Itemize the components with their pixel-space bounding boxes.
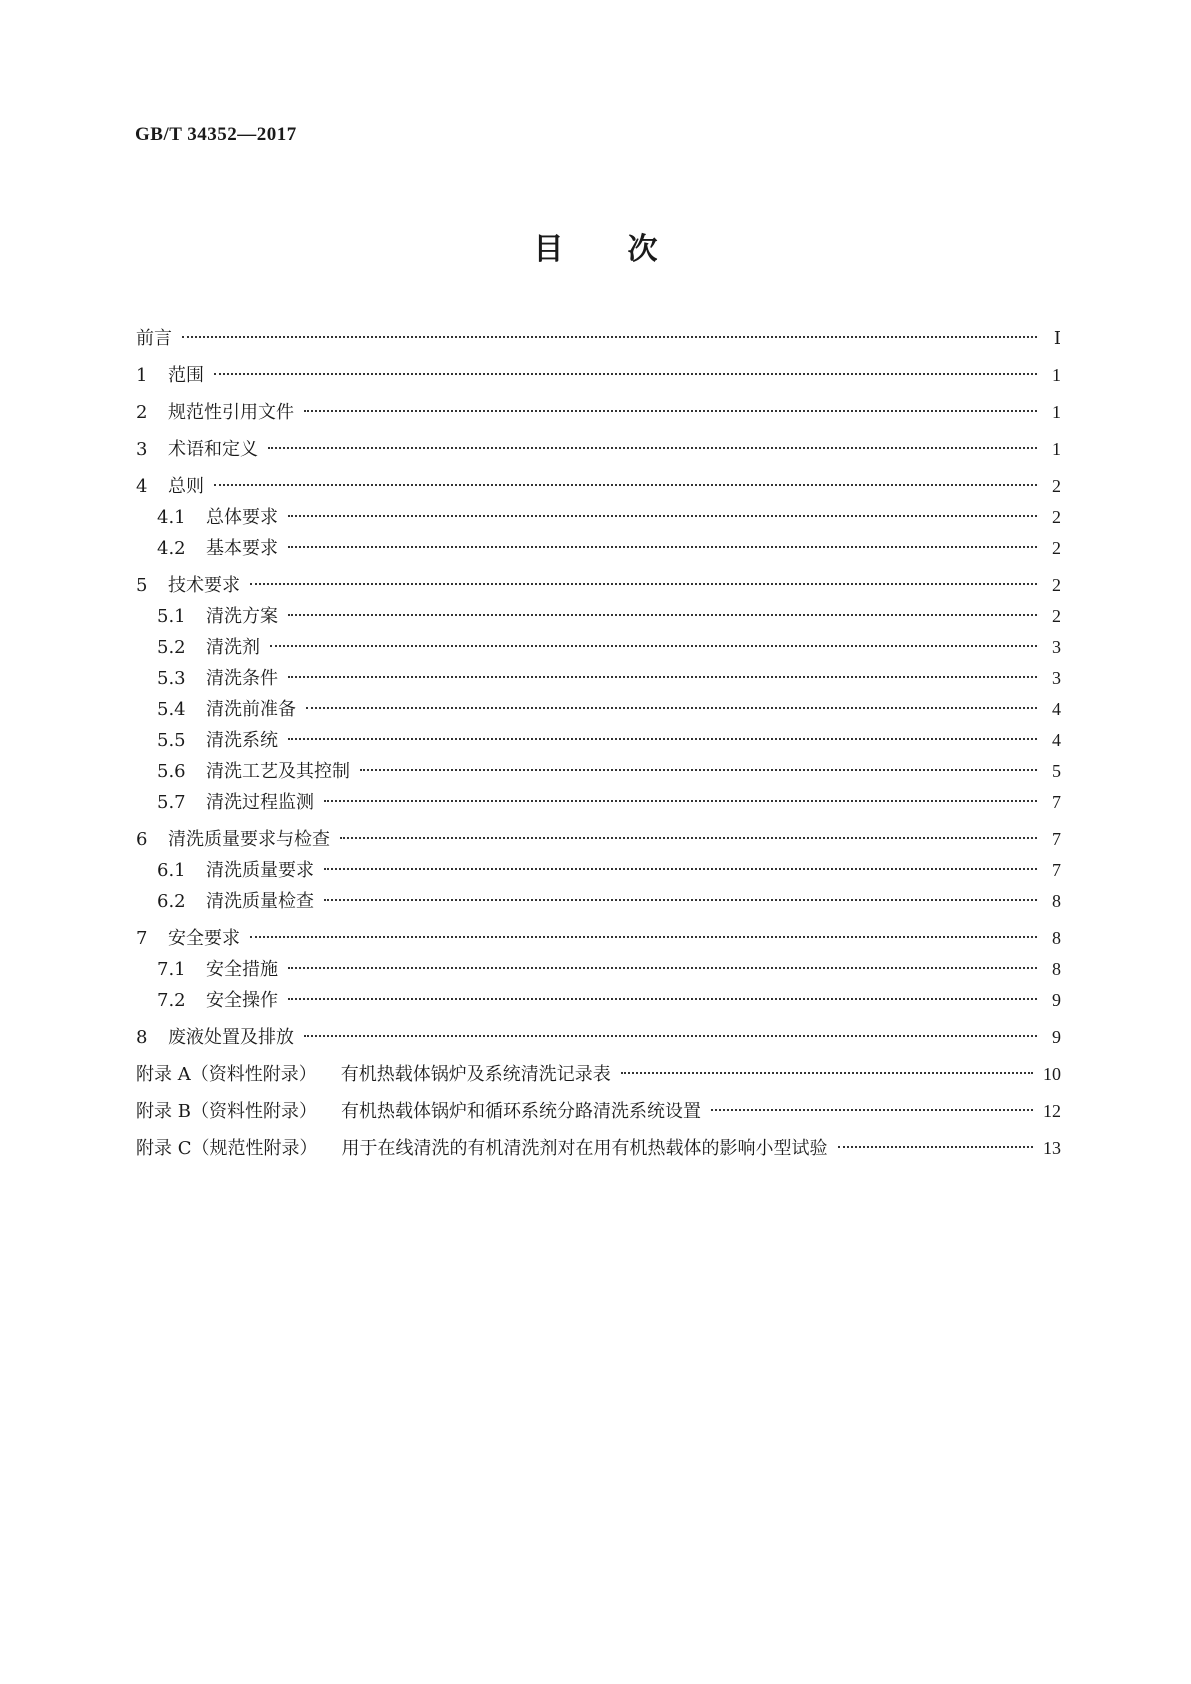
toc-dot-leader: [306, 707, 1037, 709]
toc-entry-number: 5.2: [157, 637, 186, 658]
toc-entry-number: 7.1: [157, 959, 186, 980]
toc-entry-page: 2: [1052, 476, 1061, 496]
toc-entry-page: 7: [1052, 792, 1061, 812]
toc-entry[interactable]: [136, 697, 1061, 721]
toc-entry-label: 技术要求: [168, 575, 240, 596]
toc-entry[interactable]: [136, 728, 1061, 752]
toc-entry[interactable]: [136, 889, 1061, 913]
toc-entry-number: 4.2: [157, 538, 186, 559]
toc-entry[interactable]: [136, 759, 1061, 783]
toc-entry-number: 5.5: [157, 730, 186, 751]
toc-entry-number: 5.7: [157, 792, 186, 813]
toc-dot-leader: [288, 998, 1037, 1000]
toc-entry[interactable]: [136, 858, 1061, 882]
toc-entry-label: 清洗质量要求与检查: [168, 829, 330, 850]
toc-entry-page: 3: [1052, 668, 1061, 688]
toc-entry-number: 6: [136, 829, 148, 850]
toc-entry-page: 12: [1043, 1101, 1061, 1121]
toc-entry-number: 7.2: [157, 990, 186, 1011]
toc-entry[interactable]: [136, 957, 1061, 981]
toc-dot-leader: [288, 546, 1037, 548]
toc-entry-label: 术语和定义: [168, 439, 258, 460]
toc-entry-page: 1: [1052, 402, 1061, 422]
toc-entry-page: 2: [1052, 575, 1061, 595]
toc-entry[interactable]: [136, 1136, 1061, 1160]
toc-entry-label: 附录 C（规范性附录）: [136, 1138, 318, 1159]
toc-entry[interactable]: [136, 474, 1061, 498]
toc-dot-leader: [270, 645, 1037, 647]
toc-entry-number: 4: [136, 476, 148, 497]
toc-entry[interactable]: [136, 536, 1061, 560]
toc-entry-label: 规范性引用文件: [168, 402, 294, 423]
toc-entry[interactable]: [136, 666, 1061, 690]
toc-dot-leader: [324, 800, 1037, 802]
toc-entry-page: 9: [1052, 1027, 1061, 1047]
toc-dot-leader: [182, 336, 1037, 338]
toc-entry-label: 清洗质量检查: [206, 891, 314, 912]
toc-dot-leader: [214, 373, 1037, 375]
toc-entry-label: 前言: [136, 328, 172, 349]
toc-entry[interactable]: [136, 1025, 1061, 1049]
toc-entry-page: 8: [1052, 891, 1061, 911]
toc-entry-number: 6.1: [157, 860, 186, 881]
toc-dot-leader: [250, 936, 1037, 938]
toc-entry[interactable]: [136, 790, 1061, 814]
toc-dot-leader: [360, 769, 1037, 771]
toc-entry-label: 清洗前准备: [206, 699, 296, 720]
toc-dot-leader: [621, 1072, 1033, 1074]
toc-entry-number: 8: [136, 1027, 148, 1048]
toc-entry-page: 13: [1043, 1138, 1061, 1158]
toc-entry-page: 3: [1052, 637, 1061, 657]
toc-entry-label: 清洗质量要求: [206, 860, 314, 881]
toc-entry[interactable]: [136, 505, 1061, 529]
toc-entry-label: 清洗工艺及其控制: [206, 761, 350, 782]
toc-dot-leader: [324, 868, 1037, 870]
toc-entry-label: 安全操作: [206, 990, 278, 1011]
toc-entry-page: 9: [1052, 990, 1061, 1010]
table-of-contents: [136, 326, 1061, 1160]
toc-dot-leader: [324, 899, 1037, 901]
toc-entry-label: 废液处置及排放: [168, 1027, 294, 1048]
toc-entry[interactable]: [136, 635, 1061, 659]
toc-entry-page: 7: [1052, 860, 1061, 880]
toc-entry-page: 7: [1052, 829, 1061, 849]
toc-entry-number: 7: [136, 928, 148, 949]
toc-entry-page: 10: [1043, 1064, 1061, 1084]
toc-entry-appendix-title: 有机热载体锅炉及系统清洗记录表: [340, 1064, 611, 1085]
toc-entry-label: 安全措施: [206, 959, 278, 980]
toc-entry-number: 5.4: [157, 699, 186, 720]
toc-entry[interactable]: [136, 926, 1061, 950]
toc-entry-label: 基本要求: [206, 538, 278, 559]
toc-entry-number: 3: [136, 439, 148, 460]
toc-entry-number: 2: [136, 402, 148, 423]
toc-entry-label: 附录 B（资料性附录）: [136, 1101, 317, 1122]
toc-dot-leader: [250, 583, 1037, 585]
toc-entry[interactable]: [136, 400, 1061, 424]
toc-dot-leader: [288, 614, 1037, 616]
toc-dot-leader: [340, 837, 1037, 839]
toc-entry-number: 5.6: [157, 761, 186, 782]
toc-entry-label: 清洗方案: [206, 606, 278, 627]
toc-entry-number: 5: [136, 575, 148, 596]
toc-dot-leader: [214, 484, 1037, 486]
toc-entry-label: 安全要求: [168, 928, 240, 949]
toc-entry-page: 4: [1052, 699, 1061, 719]
toc-entry-label: 清洗剂: [206, 637, 260, 658]
toc-dot-leader: [711, 1109, 1033, 1111]
toc-entry-label: 范围: [168, 365, 204, 386]
toc-entry-page: 8: [1052, 928, 1061, 948]
toc-entry-page: Ⅰ: [1053, 328, 1061, 348]
toc-entry-label: 清洗系统: [206, 730, 278, 751]
toc-entry[interactable]: [136, 1062, 1061, 1086]
page-title: 目次: [533, 232, 722, 267]
toc-entry-page: 4: [1052, 730, 1061, 750]
toc-entry-label: 总体要求: [206, 507, 278, 528]
toc-dot-leader: [838, 1146, 1034, 1148]
toc-entry-label: 附录 A（资料性附录）: [136, 1064, 317, 1085]
toc-entry[interactable]: [136, 827, 1061, 851]
toc-entry-number: 6.2: [157, 891, 186, 912]
toc-dot-leader: [288, 738, 1037, 740]
toc-entry[interactable]: [136, 988, 1061, 1012]
toc-entry[interactable]: [136, 326, 1061, 350]
toc-entry-page: 1: [1052, 365, 1061, 385]
toc-entry-number: 5.1: [157, 606, 186, 627]
toc-entry-label: 总则: [168, 476, 204, 497]
toc-entry-number: 1: [136, 365, 148, 386]
toc-dot-leader: [288, 515, 1037, 517]
toc-entry-page: 2: [1052, 606, 1061, 626]
toc-entry-page: 5: [1052, 761, 1061, 781]
toc-entry-page: 1: [1052, 439, 1061, 459]
toc-entry-number: 4.1: [157, 507, 186, 528]
toc-entry[interactable]: [136, 437, 1061, 461]
toc-dot-leader: [268, 447, 1037, 449]
toc-entry[interactable]: [136, 573, 1061, 597]
toc-entry-page: 8: [1052, 959, 1061, 979]
toc-dot-leader: [288, 967, 1037, 969]
standard-code: GB/T 34352—2017: [135, 124, 297, 145]
toc-entry-number: 5.3: [157, 668, 186, 689]
toc-entry-appendix-title: 有机热载体锅炉和循环系统分路清洗系统设置: [340, 1101, 701, 1122]
toc-dot-leader: [304, 410, 1037, 412]
toc-entry[interactable]: [136, 604, 1061, 628]
toc-entry-page: 2: [1052, 507, 1061, 527]
toc-entry-page: 2: [1052, 538, 1061, 558]
toc-entry[interactable]: [136, 1099, 1061, 1123]
toc-entry-label: 清洗条件: [206, 668, 278, 689]
toc-dot-leader: [304, 1035, 1037, 1037]
toc-entry-appendix-title: 用于在线清洗的有机清洗剂对在用有机热载体的影响小型试验: [341, 1138, 828, 1159]
toc-entry[interactable]: [136, 363, 1061, 387]
toc-dot-leader: [288, 676, 1037, 678]
toc-entry-label: 清洗过程监测: [206, 792, 314, 813]
